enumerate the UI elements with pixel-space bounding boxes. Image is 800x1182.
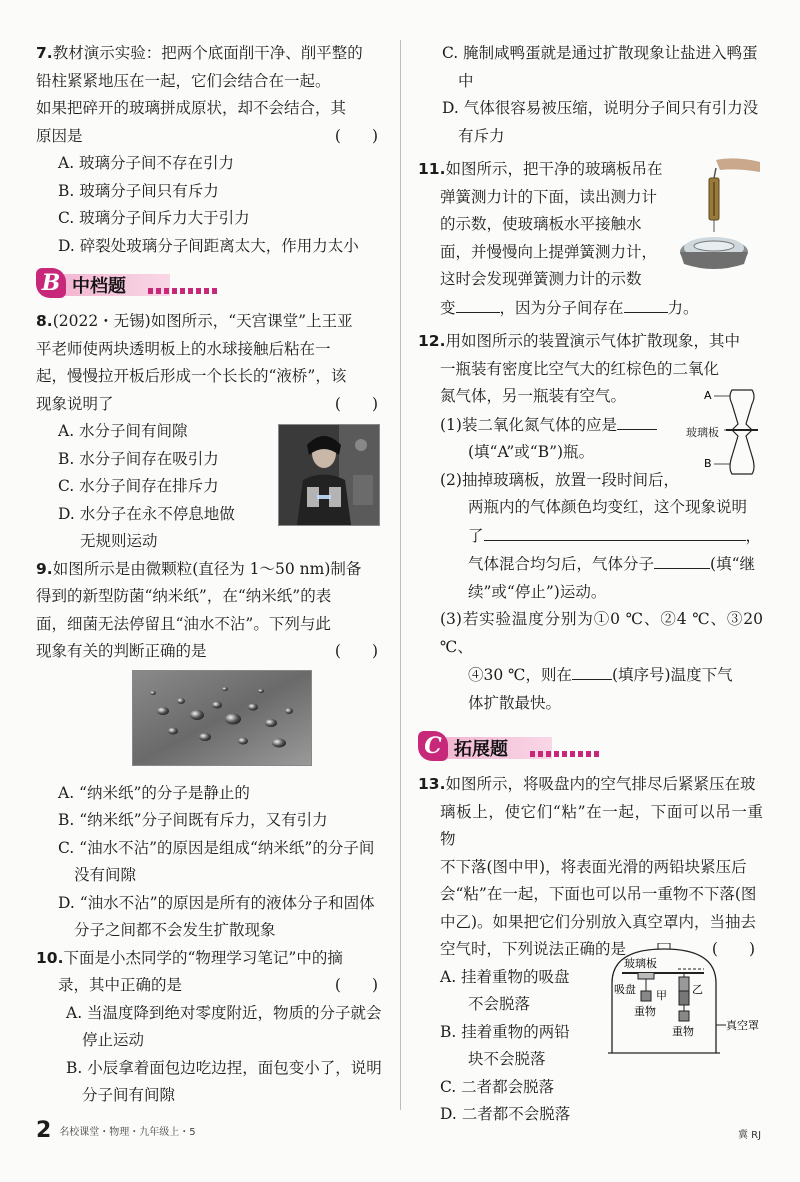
edition-label: 冀 RJ <box>738 1130 762 1141</box>
section-letter: C <box>418 731 448 761</box>
question-11 <box>418 156 763 322</box>
question-text-line: 原因是 <box>36 126 83 145</box>
answer-blank[interactable] <box>484 522 746 541</box>
question-text-line: 一瓶装有密度比空气大的红棕色的二氧化 <box>440 359 720 378</box>
question-text: 变 <box>440 298 456 317</box>
answer-parentheses: ( ) <box>334 976 378 994</box>
option-a-continued: 不会脱落 <box>468 995 531 1013</box>
question-text-line: 如图所示，将吸盘内的空气排尽后紧紧压在玻 <box>445 775 756 793</box>
option-c: C. 二者都会脱落 <box>440 1077 555 1096</box>
weight-label-1: 重物 <box>634 1005 656 1018</box>
question-text-line: 录，其中正确的是 <box>58 976 183 994</box>
question-text-line: 得到的新型防菌“纳米纸”，在“纳米纸”的表 <box>36 587 332 605</box>
publication-info: 名校课堂・物理・九年级上・5 <box>59 1127 196 1138</box>
question-text-line: 现象有关的判断正确的是 <box>36 642 207 660</box>
question-text-line: 会“粘”在一起，下面也可以吊一重物不下落(图 <box>440 885 757 903</box>
option-d: D. 气体很容易被压缩，说明分子间只有引力没有斥力 <box>442 99 759 145</box>
question-text: 续”或“停止”)运动。 <box>468 582 607 601</box>
question-text-line: 起，慢慢拉开板后形成一个长长的“液桥”，该 <box>36 367 347 385</box>
question-7 <box>36 40 386 260</box>
option-b-continued: 块不会脱落 <box>468 1050 546 1068</box>
option-a: A. 挂着重物的吸盘 <box>440 967 570 986</box>
question-text: 了 <box>468 526 484 545</box>
question-text: 力。 <box>667 298 699 317</box>
question-text-line: 铅柱紧紧地压在一起，它们会结合在一起。 <box>36 71 331 90</box>
column-divider <box>400 40 401 1110</box>
jia-label: 甲 <box>656 989 667 1002</box>
question-text-line: 璃板上，使它们“粘”在一起，下面可以吊一重物 <box>440 802 763 848</box>
answer-blank[interactable] <box>654 550 710 569</box>
section-stripe <box>148 288 218 294</box>
question-10 <box>36 945 386 1110</box>
question-text: (填“A”或“B”)瓶。 <box>468 443 595 461</box>
question-text-line: 如果把碎开的玻璃拼成原状，却不会结合，其 <box>36 99 347 117</box>
yi-label: 乙 <box>692 983 703 996</box>
option-a: A. 当温度降到绝对零度附近，物质的分子就会停止运动 <box>66 1003 382 1049</box>
question-text-line: 现象说明了 <box>36 394 114 413</box>
section-stripe <box>530 751 600 757</box>
question-text-line: 的示数，使玻璃板水平接触水 <box>440 215 642 233</box>
glass-plate-label: 玻璃板 <box>686 426 719 439</box>
question-text-line: 面，细菌无法停留且“油水不沾”。下列与此 <box>36 614 331 633</box>
question-text: 体扩散最快。 <box>468 693 562 712</box>
option-c: C. “油水不沾”的原因是组成“纳米纸”的分子间没有间隙 <box>58 838 375 884</box>
section-letter: B <box>36 268 66 298</box>
answer-blank[interactable] <box>617 411 657 430</box>
answer-blank[interactable] <box>572 661 612 680</box>
question-text-line: 教材演示实验：把两个底面削干净、削平整的 <box>52 44 363 62</box>
question-text: ④30 ℃，则在 <box>468 666 572 684</box>
option-b: B. “纳米纸”分子间既有斥力，又有引力 <box>58 811 328 829</box>
question-number: 13. <box>418 775 446 793</box>
nano-paper-figure <box>132 670 386 774</box>
question-text-line: 弹簧测力计的下面，读出测力计 <box>440 187 658 206</box>
question-text: ，因为分子间存在 <box>499 298 624 317</box>
option-b: B. 小辰拿着面包边吃边捏，面包变小了，说明分子间有间隙 <box>66 1058 382 1104</box>
question-12 <box>418 328 763 717</box>
question-number: 11. <box>418 160 446 178</box>
question-text-line: 如图所示是由微颗粒(直径为 1～50 nm)制备 <box>52 559 362 578</box>
option-d: D. “油水不沾”的原因是所有的液体分子和固体分子之间都不会发生扩散现象 <box>58 893 375 939</box>
question-text-line: 面，并慢慢向上提弹簧测力计， <box>440 242 658 261</box>
vacuum-cover-label: 真空罩 <box>726 1019 759 1032</box>
question-text: (填“继 <box>710 555 755 573</box>
weight-label-2: 重物 <box>672 1025 694 1038</box>
left-column <box>36 40 386 1110</box>
question-text-line: 这时会发现弹簧测力计的示数 <box>440 270 642 288</box>
question-text-line: (2022・无锡)如图所示，“天宫课堂”上王亚 <box>52 312 353 330</box>
answer-parentheses: ( ) <box>334 394 378 413</box>
answer-parentheses: ( ) <box>711 940 755 958</box>
question-text-line: 用如图所示的装置演示气体扩散现象，其中 <box>445 332 740 350</box>
question-text-line: 下面是小杰同学的“物理学习笔记”中的摘 <box>63 948 343 967</box>
suction-cup-label: 吸盘 <box>614 983 636 996</box>
glass-plate-label: 玻璃板 <box>624 957 657 970</box>
option-d: D. 水分子在永不停息地做 <box>58 504 235 523</box>
question-text: (1)装二氧化氮气体的应是 <box>440 415 617 434</box>
liquid-bridge-photo <box>278 424 380 526</box>
section-title: 中档题 <box>72 276 126 297</box>
question-text-line: 氮气体，另一瓶装有空气。 <box>440 387 627 405</box>
question-text: (2)抽掉玻璃板，放置一段时间后， <box>440 470 679 489</box>
spring-scale-photo <box>676 156 762 274</box>
question-number: 9. <box>36 559 53 578</box>
section-header-c <box>418 731 763 765</box>
option-a: A. 玻璃分子间不存在引力 <box>58 154 235 172</box>
question-number: 7. <box>36 44 53 62</box>
nano-paper-photo <box>132 670 312 766</box>
answer-blank[interactable] <box>456 294 500 313</box>
question-13 <box>418 771 763 1129</box>
question-text-line: 平老师使两块透明板上的水球接触后粘在一 <box>36 339 331 358</box>
option-a: A. 水分子间有间隙 <box>58 422 188 440</box>
question-text: 两瓶内的气体颜色均变红，这个现象说明 <box>468 498 748 516</box>
question-number: 8. <box>36 312 53 330</box>
question-text-line: 空气时，下列说法正确的是 <box>440 940 627 958</box>
vacuum-cover-diagram <box>608 943 760 1059</box>
option-c: C. 腌制咸鸭蛋就是通过扩散现象让盐进入鸭蛋中 <box>442 44 758 90</box>
question-text: (3)若实验温度分别为①0 ℃、②4 ℃、③20 ℃、 <box>440 610 763 656</box>
option-c: C. 水分子间存在排斥力 <box>58 477 219 495</box>
section-header-b <box>36 268 386 302</box>
right-column <box>418 40 763 1129</box>
question-text: ， <box>745 526 762 545</box>
answer-parentheses: ( ) <box>334 642 378 660</box>
question-text: (填序号)温度下气 <box>612 666 733 684</box>
bottle-b-label: B <box>704 457 712 470</box>
page-footer <box>36 1118 196 1143</box>
page-number: 2 <box>36 1118 52 1143</box>
option-d-continued: 无规则运动 <box>80 532 158 550</box>
bottle-a-label: A <box>704 389 712 402</box>
option-a: A. “纳米纸”的分子是静止的 <box>58 783 250 802</box>
question-9 <box>36 556 386 945</box>
option-d: D. 碎裂处玻璃分子间距离太大，作用力太小 <box>58 236 359 255</box>
question-10-continued <box>418 40 763 150</box>
question-text-line: 不下落(图中甲)，将表面光滑的两铅块紧压后 <box>440 857 747 876</box>
answer-parentheses: ( ) <box>334 126 378 145</box>
question-text: 气体混合均匀后，气体分子 <box>468 555 655 573</box>
question-text-line: 中乙)。如果把它们分别放入真空罩内，当抽去 <box>440 912 757 931</box>
section-title: 拓展题 <box>454 739 508 760</box>
option-d: D. 二者都不会脱落 <box>440 1105 571 1123</box>
question-number: 12. <box>418 332 446 350</box>
question-number: 10. <box>36 948 64 967</box>
question-text-line: 如图所示，把干净的玻璃板吊在 <box>445 160 663 178</box>
option-b: B. 水分子间存在吸引力 <box>58 449 219 468</box>
question-8 <box>36 308 386 556</box>
option-c: C. 玻璃分子间斥力大于引力 <box>58 209 250 227</box>
option-b: B. 挂着重物的两铅 <box>440 1022 570 1041</box>
option-b: B. 玻璃分子间只有斥力 <box>58 181 219 200</box>
answer-blank[interactable] <box>624 294 668 313</box>
